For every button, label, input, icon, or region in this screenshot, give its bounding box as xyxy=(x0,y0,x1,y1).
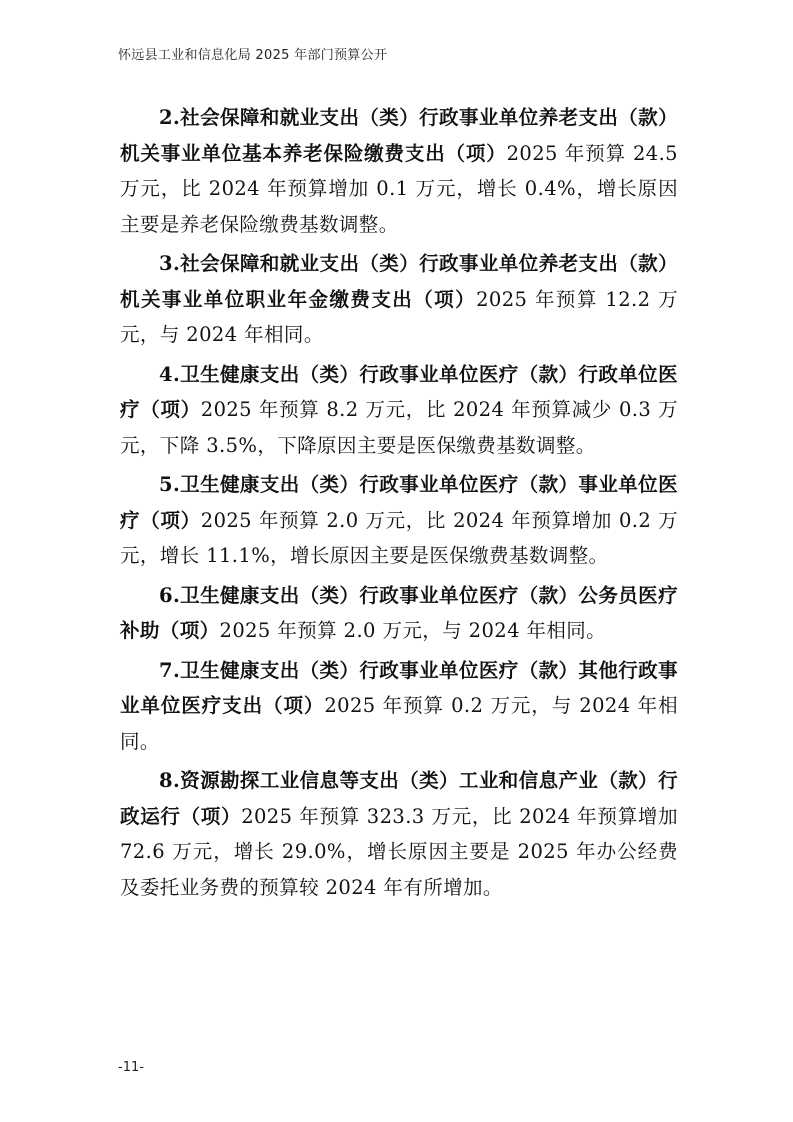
paragraph-text: 2025 年预算 24.5 万元，比 2024 年预算增加 0.1 万元，增长 0.4%，增长原因主要是养老保险缴费基数调整。 xyxy=(120,141,678,236)
paragraph-lead: 2.社会保障和就业支出（类）行政事业单位养老支出（款）机关事业单位基本养老保险缴费支出（项） xyxy=(120,106,678,165)
paragraph-text: 2025 年预算 2.0 万元，比 2024 年预算增加 0.2 万元，增长 11.1%，增长原因主要是医保缴费基数调整。 xyxy=(120,508,679,567)
paragraph-lead: 3.社会保障和就业支出（类）行政事业单位养老支出（款）机关事业单位职业年金缴费支出（项） xyxy=(120,252,678,311)
paragraph-text: 2025 年预算 323.3 万元，比 2024 年预算增加 72.6 万元，增长 29.0%，增长原因主要是 2025 年办公经费及委托业务费的预算较 2024 年有所增加。 xyxy=(120,804,678,899)
document-body xyxy=(120,100,678,909)
paragraph-text: 2025 年预算 2.0 万元，与 2024 年相同。 xyxy=(219,619,607,642)
paragraph-item-3 xyxy=(120,246,678,353)
paragraph-lead: 4.卫生健康支出（类）行政事业单位医疗（款）行政单位医疗（项） xyxy=(120,362,678,421)
page-number: -11- xyxy=(118,1060,144,1075)
paragraph-text: 2025 年预算 12.2 万元，与 2024 年相同。 xyxy=(120,287,678,346)
paragraph-lead: 8.资源勘探工业信息等支出（类）工业和信息产业（款）行政运行（项） xyxy=(120,769,678,828)
paragraph-lead: 6.卫生健康支出（类）行政事业单位医疗（款）公务员医疗补助（项） xyxy=(120,583,678,642)
paragraph-item-6 xyxy=(120,578,678,649)
paragraph-item-5 xyxy=(120,467,678,574)
paragraph-text: 2025 年预算 8.2 万元，比 2024 年预算减少 0.3 万元，下降 3.5%，下降原因主要是医保缴费基数调整。 xyxy=(120,398,679,457)
paragraph-item-8 xyxy=(120,763,678,905)
paragraph-item-2 xyxy=(120,100,678,242)
paragraph-lead: 7.卫生健康支出（类）行政事业单位医疗（款）其他行政事业单位医疗支出（项） xyxy=(120,658,678,717)
page-header: 怀远县工业和信息化局 2025 年部门预算公开 xyxy=(118,48,388,63)
paragraph-item-4 xyxy=(120,357,678,464)
paragraph-lead: 5.卫生健康支出（类）行政事业单位医疗（款）事业单位医疗（项） xyxy=(120,473,678,532)
paragraph-item-7 xyxy=(120,653,678,760)
paragraph-text: 2025 年预算 0.2 万元，与 2024 年相同。 xyxy=(120,694,678,753)
